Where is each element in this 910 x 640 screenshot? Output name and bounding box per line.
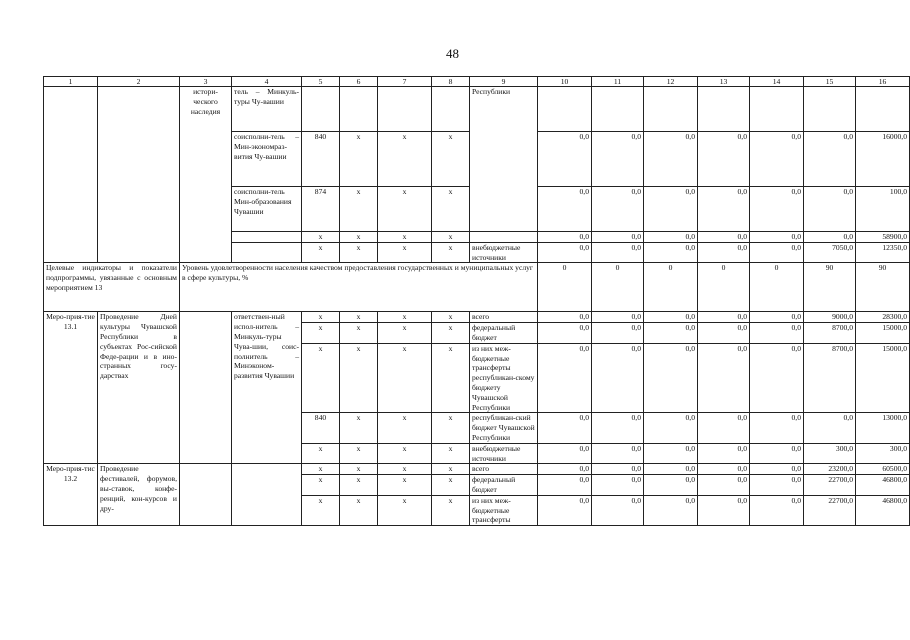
- value-cell: 0,0: [644, 323, 698, 344]
- value-cell: 13000,0: [856, 413, 910, 443]
- code-cell: x: [302, 242, 340, 263]
- table-row: [44, 87, 910, 132]
- cell: [698, 87, 750, 132]
- column-number-cell: 8: [432, 77, 470, 87]
- executor-cell: ответствен-ный испол-нитель – Минкуль-туры Чува-шии, соис-полнитель – Минэконом-развития Чувашии: [232, 312, 302, 464]
- value-cell: 0,0: [538, 187, 592, 232]
- value-cell: 12350,0: [856, 242, 910, 263]
- value-cell: 0,0: [538, 443, 592, 464]
- value-cell: 0,0: [750, 495, 804, 525]
- value-cell: 0,0: [592, 242, 644, 263]
- value-cell: 0,0: [644, 132, 698, 187]
- column-number-cell: 1: [44, 77, 98, 87]
- value-cell: 0,0: [538, 232, 592, 243]
- value-cell: 0,0: [644, 187, 698, 232]
- value-cell: 0,0: [592, 312, 644, 323]
- code-cell: x: [378, 312, 432, 323]
- value-cell: 0,0: [750, 242, 804, 263]
- cell: [44, 87, 98, 263]
- value-cell: 0,0: [644, 413, 698, 443]
- value-cell: 0,0: [644, 232, 698, 243]
- cell: [340, 87, 378, 132]
- value-cell: 0: [644, 263, 698, 312]
- value-cell: 22700,0: [804, 475, 856, 496]
- column-number-cell: 3: [180, 77, 232, 87]
- column-number-cell: 4: [232, 77, 302, 87]
- value-cell: 0,0: [804, 232, 856, 243]
- code-cell: x: [432, 323, 470, 344]
- value-cell: 0,0: [698, 242, 750, 263]
- code-cell: x: [302, 323, 340, 344]
- source-cell: внебюджетные источники: [470, 242, 538, 263]
- column-number-cell: 2: [98, 77, 180, 87]
- column-number-cell: 9: [470, 77, 538, 87]
- cell: [98, 87, 180, 263]
- value-cell: 46800,0: [856, 475, 910, 496]
- executor-cell: тель – Минкуль-туры Чу-вашии: [232, 87, 302, 132]
- code-cell: x: [432, 464, 470, 475]
- source-cell: всего: [470, 464, 538, 475]
- code-cell: x: [340, 495, 378, 525]
- source-cell: Республики: [470, 87, 538, 232]
- executor-cell: соисполни-тель – Мин-экономраз-вития Чу-вашии: [232, 132, 302, 187]
- value-cell: 0,0: [644, 495, 698, 525]
- value-cell: 60500,0: [856, 464, 910, 475]
- code-cell: x: [432, 443, 470, 464]
- cell: [232, 232, 302, 243]
- source-cell: всего: [470, 312, 538, 323]
- code-cell: x: [340, 475, 378, 496]
- code-cell: x: [340, 242, 378, 263]
- value-cell: 0,0: [592, 475, 644, 496]
- code-cell: x: [340, 323, 378, 344]
- value-cell: 0,0: [698, 343, 750, 413]
- value-cell: 0,0: [538, 495, 592, 525]
- value-cell: 0,0: [750, 343, 804, 413]
- code-cell: x: [378, 323, 432, 344]
- source-cell: федеральный бюджет: [470, 475, 538, 496]
- column-number-cell: 5: [302, 77, 340, 87]
- column-number-cell: 15: [804, 77, 856, 87]
- value-cell: 0,0: [750, 187, 804, 232]
- value-cell: 0,0: [750, 413, 804, 443]
- code-cell: x: [302, 495, 340, 525]
- cell: [232, 242, 302, 263]
- table-row: [44, 464, 910, 475]
- cell: [470, 232, 538, 243]
- cell: [432, 87, 470, 132]
- value-cell: 0,0: [538, 323, 592, 344]
- column-number-row: [44, 77, 910, 87]
- code-cell: x: [378, 343, 432, 413]
- source-cell: из них меж-бюджетные трансферты: [470, 495, 538, 525]
- code-cell: x: [378, 242, 432, 263]
- cell: [856, 87, 910, 132]
- code-cell: x: [378, 413, 432, 443]
- cell: [592, 87, 644, 132]
- column-number-cell: 7: [378, 77, 432, 87]
- column-number-cell: 11: [592, 77, 644, 87]
- column-number-cell: 13: [698, 77, 750, 87]
- code-cell: x: [340, 187, 378, 232]
- code-cell: x: [340, 443, 378, 464]
- code-cell: x: [432, 232, 470, 243]
- value-cell: 0,0: [804, 187, 856, 232]
- event-number-cell: Меро-прия-тис 13.2: [44, 464, 98, 526]
- code-cell: x: [340, 232, 378, 243]
- value-cell: 0,0: [750, 132, 804, 187]
- value-cell: 0,0: [592, 343, 644, 413]
- event-name-cell: истори-ческого наследия: [180, 87, 232, 263]
- code-cell: x: [432, 187, 470, 232]
- value-cell: 8700,0: [804, 343, 856, 413]
- code-cell: 840: [302, 132, 340, 187]
- column-number-cell: 14: [750, 77, 804, 87]
- code-cell: x: [432, 132, 470, 187]
- value-cell: 0,0: [592, 464, 644, 475]
- value-cell: 8700,0: [804, 323, 856, 344]
- code-cell: 840: [302, 413, 340, 443]
- cell: [180, 464, 232, 526]
- code-cell: x: [378, 187, 432, 232]
- value-cell: 0: [750, 263, 804, 312]
- value-cell: 0,0: [804, 413, 856, 443]
- executor-cell: соисполни-тель Мин-образования Чувашии: [232, 187, 302, 232]
- code-cell: x: [432, 475, 470, 496]
- source-cell: федеральный бюджет: [470, 323, 538, 344]
- code-cell: x: [432, 495, 470, 525]
- value-cell: 0,0: [538, 242, 592, 263]
- code-cell: x: [302, 443, 340, 464]
- column-number-cell: 10: [538, 77, 592, 87]
- value-cell: 0: [538, 263, 592, 312]
- value-cell: 46800,0: [856, 495, 910, 525]
- cell: [804, 87, 856, 132]
- value-cell: 0: [698, 263, 750, 312]
- value-cell: 0,0: [698, 312, 750, 323]
- event-name-cell: Проведение Дней культуры Чувашской Республики в субъектах Рос-сийской Феде-рации и в ино-странных госу-дарствах: [98, 312, 180, 464]
- value-cell: 0,0: [644, 312, 698, 323]
- value-cell: 0,0: [644, 475, 698, 496]
- source-cell: республикан-ский бюджет Чувашской Республики: [470, 413, 538, 443]
- cell: [750, 87, 804, 132]
- value-cell: 0,0: [698, 187, 750, 232]
- code-cell: x: [302, 343, 340, 413]
- value-cell: 0,0: [698, 232, 750, 243]
- value-cell: 0,0: [750, 443, 804, 464]
- column-number-cell: 6: [340, 77, 378, 87]
- indicator-description: Уровень удовлетворенности населения качеством предоставления государственных и муниципальных услуг в сфере культуры, %: [180, 263, 538, 312]
- value-cell: 0,0: [698, 475, 750, 496]
- value-cell: 0,0: [592, 443, 644, 464]
- value-cell: 300,0: [856, 443, 910, 464]
- value-cell: 0,0: [538, 132, 592, 187]
- value-cell: 100,0: [856, 187, 910, 232]
- value-cell: 0,0: [538, 343, 592, 413]
- event-number-cell: Меро-прия-тие 13.1: [44, 312, 98, 464]
- code-cell: x: [432, 312, 470, 323]
- value-cell: 90: [804, 263, 856, 312]
- value-cell: 0,0: [538, 475, 592, 496]
- value-cell: 0,0: [698, 495, 750, 525]
- cell: [644, 87, 698, 132]
- value-cell: 0,0: [592, 132, 644, 187]
- code-cell: x: [340, 312, 378, 323]
- value-cell: 0,0: [750, 475, 804, 496]
- value-cell: 0,0: [698, 323, 750, 344]
- column-number-cell: 12: [644, 77, 698, 87]
- value-cell: 0: [592, 263, 644, 312]
- indicator-label: Целевые индикаторы и показатели подпрограммы, увязанные с основным мероприятием 13: [44, 263, 180, 312]
- value-cell: 0,0: [698, 132, 750, 187]
- event-name-cell: Проведение фестивалей, форумов, вы-ставок, конфе-ренций, кон-курсов и дру-: [98, 464, 180, 526]
- value-cell: 0,0: [644, 464, 698, 475]
- value-cell: 0,0: [644, 443, 698, 464]
- code-cell: x: [302, 232, 340, 243]
- code-cell: x: [302, 464, 340, 475]
- code-cell: x: [378, 464, 432, 475]
- code-cell: x: [340, 343, 378, 413]
- value-cell: 0,0: [804, 132, 856, 187]
- value-cell: 0,0: [698, 413, 750, 443]
- code-cell: x: [378, 132, 432, 187]
- value-cell: 0,0: [592, 232, 644, 243]
- value-cell: 0,0: [750, 464, 804, 475]
- value-cell: 0,0: [644, 343, 698, 413]
- code-cell: x: [302, 312, 340, 323]
- code-cell: x: [432, 413, 470, 443]
- cell: [232, 464, 302, 526]
- cell: [538, 87, 592, 132]
- value-cell: 0,0: [644, 242, 698, 263]
- value-cell: 7050,0: [804, 242, 856, 263]
- source-cell: из них меж-бюджетные трансферты республикан-скому бюджету Чувашской Республики: [470, 343, 538, 413]
- table-row: [44, 312, 910, 323]
- value-cell: 0,0: [592, 323, 644, 344]
- value-cell: 0,0: [538, 413, 592, 443]
- value-cell: 0,0: [750, 323, 804, 344]
- value-cell: 15000,0: [856, 323, 910, 344]
- code-cell: x: [378, 475, 432, 496]
- code-cell: x: [378, 443, 432, 464]
- code-cell: 874: [302, 187, 340, 232]
- code-cell: x: [378, 232, 432, 243]
- value-cell: 0,0: [592, 495, 644, 525]
- value-cell: 28300,0: [856, 312, 910, 323]
- value-cell: 0,0: [698, 443, 750, 464]
- budget-table: [43, 76, 910, 526]
- code-cell: x: [340, 464, 378, 475]
- value-cell: 90: [856, 263, 910, 312]
- value-cell: 9000,0: [804, 312, 856, 323]
- value-cell: 15000,0: [856, 343, 910, 413]
- value-cell: 0,0: [592, 413, 644, 443]
- value-cell: 300,0: [804, 443, 856, 464]
- code-cell: x: [432, 242, 470, 263]
- indicator-row: [44, 263, 910, 312]
- value-cell: 0,0: [538, 312, 592, 323]
- value-cell: 0,0: [592, 187, 644, 232]
- code-cell: x: [378, 495, 432, 525]
- value-cell: 58900,0: [856, 232, 910, 243]
- value-cell: 0,0: [750, 312, 804, 323]
- code-cell: x: [340, 132, 378, 187]
- cell: [378, 87, 432, 132]
- code-cell: x: [432, 343, 470, 413]
- value-cell: 23200,0: [804, 464, 856, 475]
- value-cell: 0,0: [538, 464, 592, 475]
- value-cell: 0,0: [698, 464, 750, 475]
- code-cell: x: [340, 413, 378, 443]
- value-cell: 16000,0: [856, 132, 910, 187]
- value-cell: 22700,0: [804, 495, 856, 525]
- source-cell: внебюджетные источники: [470, 443, 538, 464]
- page-number: 48: [446, 46, 459, 61]
- column-number-cell: 16: [856, 77, 910, 87]
- cell: [180, 312, 232, 464]
- cell: [302, 87, 340, 132]
- code-cell: x: [302, 475, 340, 496]
- value-cell: 0,0: [750, 232, 804, 243]
